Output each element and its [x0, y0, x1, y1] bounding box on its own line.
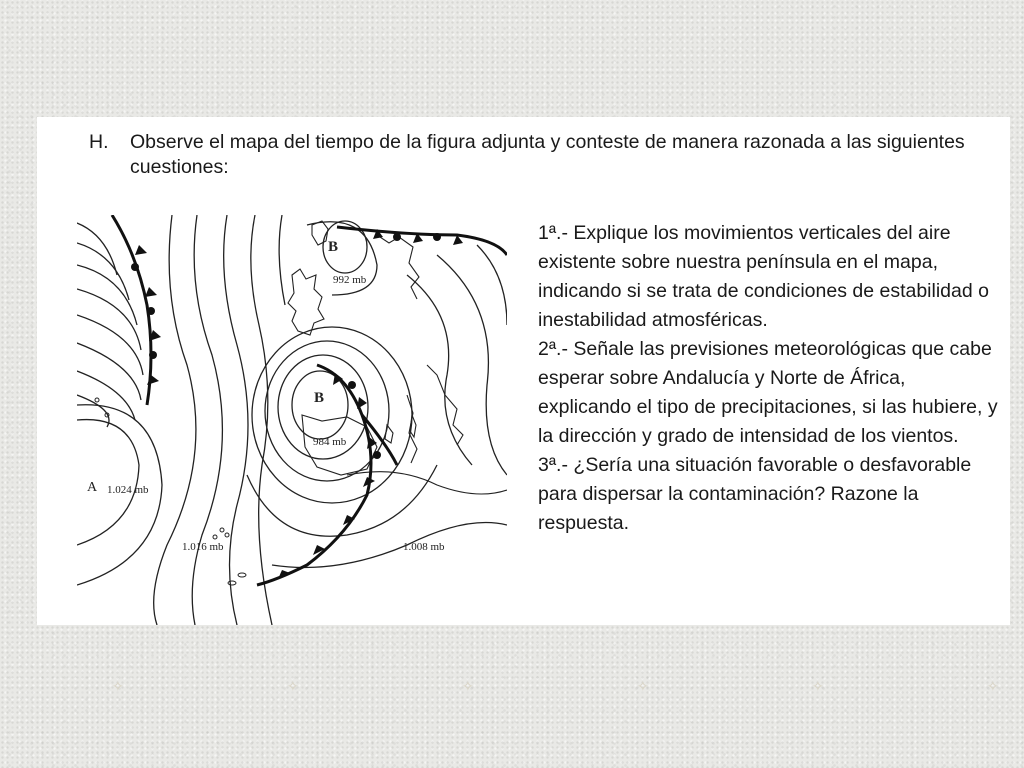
background-ornament-icon: ✧ [462, 678, 474, 694]
isobar-label-southeast: 1.008 mb [403, 541, 445, 553]
question-text: ¿Sería una situación favorable o desfavorable para dispersar la contaminación? Razone la respuesta. [538, 454, 972, 534]
question-2 [538, 335, 998, 451]
question-1 [538, 219, 998, 335]
question-3 [538, 451, 998, 538]
background-ornament-icon: ✧ [287, 678, 299, 694]
high-pressure-west-label: A [87, 480, 98, 495]
low-pressure-center-value: 984 mb [313, 436, 347, 448]
low-pressure-center-label: B [313, 390, 325, 406]
background-ornament-icon: ✧ [112, 678, 124, 694]
question-text: Señale las previsiones meteorológicas que cabe esperar sobre Andalucía y Norte de África, explicando el tipo de precipitaciones, si las hubiere, y la dirección y grado de intensidad de los vientos. [538, 338, 998, 447]
background-ornament-icon: ✧ [812, 678, 824, 694]
low-pressure-north-value: 992 mb [333, 274, 367, 286]
question-instructions: Observe el mapa del tiempo de la figura adjunta y conteste de manera razonada a las siguientes cuestiones: [130, 131, 965, 178]
weather-map [77, 215, 507, 625]
high-pressure-west-value: 1.024 mb [107, 484, 149, 496]
low-pressure-north-label: B [327, 239, 339, 255]
question-number: 3ª.- [538, 454, 568, 476]
isobar-label-southwest: 1.016 mb [182, 541, 224, 553]
question-number: 1ª.- [538, 222, 568, 244]
question-number: 2ª.- [538, 338, 568, 360]
question-letter: H. [89, 131, 109, 153]
question-list [538, 219, 998, 538]
slide-panel [37, 117, 1010, 625]
background-ornament-icon: ✧ [637, 678, 649, 694]
question-text: Explique los movimientos verticales del aire existente sobre nuestra península en el mapa, indicando si se trata de condiciones de estabilidad o inestabilidad atmosféricas. [538, 222, 989, 331]
background-ornament-icon: ✧ [987, 678, 999, 694]
